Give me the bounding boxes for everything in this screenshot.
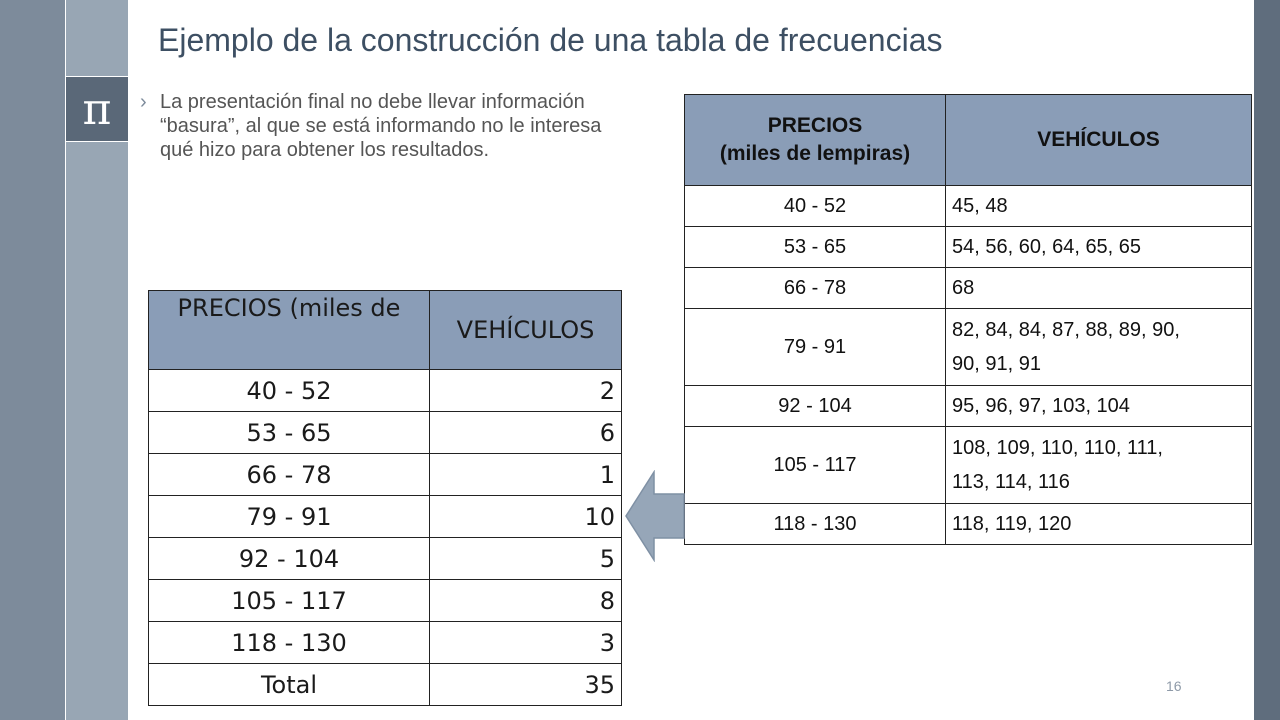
page-number: 16 <box>1166 678 1182 694</box>
summary-count-cell: 2 <box>430 370 622 412</box>
raw-range-cell: 66 - 78 <box>685 268 946 309</box>
table-row <box>149 538 622 580</box>
right-decorative-band <box>1254 0 1280 720</box>
raw-values-line: 113, 114, 116 <box>952 471 1070 493</box>
raw-values-line: 54, 56, 60, 64, 65, 65 <box>952 236 1142 258</box>
table-row <box>685 427 1252 504</box>
table-row <box>685 186 1252 227</box>
raw-range-cell: 40 - 52 <box>685 186 946 227</box>
summary-range-cell: 79 - 91 <box>149 496 430 538</box>
table-row <box>685 386 1252 427</box>
summary-header-price <box>149 291 430 370</box>
table-row <box>685 227 1252 268</box>
raw-range-cell: 118 - 130 <box>685 504 946 545</box>
summary-count-cell: 1 <box>430 454 622 496</box>
summary-range-cell: 118 - 130 <box>149 622 430 664</box>
bullet-text: La presentación final no debe llevar información “basura”, al que se está informando no le interesa qué hizo para obtener los resultados. <box>160 91 602 161</box>
table-row <box>149 370 622 412</box>
left-arrow-icon <box>624 470 686 562</box>
summary-count-cell: 5 <box>430 538 622 580</box>
raw-values-line: 90, 91, 91 <box>952 353 1041 375</box>
raw-data-table <box>684 94 1252 545</box>
raw-range-cell: 92 - 104 <box>685 386 946 427</box>
raw-range-cell: 79 - 91 <box>685 309 946 386</box>
slide-title: Ejemplo de la construcción de una tabla de frecuencias <box>158 22 943 58</box>
summary-total-value: 35 <box>430 664 622 706</box>
raw-header-vehicles: VEHÍCULOS <box>946 95 1252 186</box>
raw-range-cell: 105 - 117 <box>685 427 946 504</box>
summary-count-cell: 8 <box>430 580 622 622</box>
pi-symbol-glyph: π <box>82 83 112 135</box>
table-row <box>685 309 1252 386</box>
summary-range-cell: 53 - 65 <box>149 412 430 454</box>
summary-total-row <box>149 664 622 706</box>
pi-symbol-icon <box>66 76 128 142</box>
left-arrow-shape <box>626 472 684 560</box>
summary-range-cell: 92 - 104 <box>149 538 430 580</box>
raw-values-cell <box>946 504 1252 545</box>
raw-header-price <box>685 95 946 186</box>
raw-header-price-line1: PRECIOS <box>767 114 863 137</box>
summary-header-price-text: PRECIOS (miles de <box>177 294 401 322</box>
raw-values-cell <box>946 386 1252 427</box>
raw-values-line: 108, 109, 110, 110, 111, <box>952 437 1163 459</box>
table-row <box>149 496 622 538</box>
raw-range-cell: 53 - 65 <box>685 227 946 268</box>
table-row <box>149 580 622 622</box>
left-decorative-band <box>0 0 66 720</box>
summary-range-cell: 105 - 117 <box>149 580 430 622</box>
raw-values-line: 45, 48 <box>952 195 1008 217</box>
raw-values-line: 68 <box>952 277 975 299</box>
summary-frequency-table <box>148 290 622 706</box>
summary-table-header <box>149 291 622 370</box>
table-row <box>149 412 622 454</box>
summary-count-cell: 3 <box>430 622 622 664</box>
table-row <box>685 268 1252 309</box>
raw-values-line: 118, 119, 120 <box>952 513 1072 535</box>
raw-values-cell <box>946 186 1252 227</box>
raw-values-cell <box>946 268 1252 309</box>
raw-values-cell <box>946 227 1252 268</box>
raw-table-header <box>685 95 1252 186</box>
raw-values-line: 82, 84, 84, 87, 88, 89, 90, <box>952 319 1180 341</box>
summary-header-vehicles: VEHÍCULOS <box>430 291 622 370</box>
table-row <box>149 454 622 496</box>
summary-count-cell: 10 <box>430 496 622 538</box>
summary-range-cell: 40 - 52 <box>149 370 430 412</box>
raw-values-cell <box>946 427 1252 504</box>
raw-values-line: 95, 96, 97, 103, 104 <box>952 395 1130 417</box>
summary-count-cell: 6 <box>430 412 622 454</box>
table-row <box>149 622 622 664</box>
bullet-marker-icon: › <box>140 91 147 113</box>
summary-total-label: Total <box>149 664 430 706</box>
raw-values-cell <box>946 309 1252 386</box>
raw-header-price-line2: (miles de lempiras) <box>719 142 911 165</box>
table-row <box>685 504 1252 545</box>
summary-range-cell: 66 - 78 <box>149 454 430 496</box>
